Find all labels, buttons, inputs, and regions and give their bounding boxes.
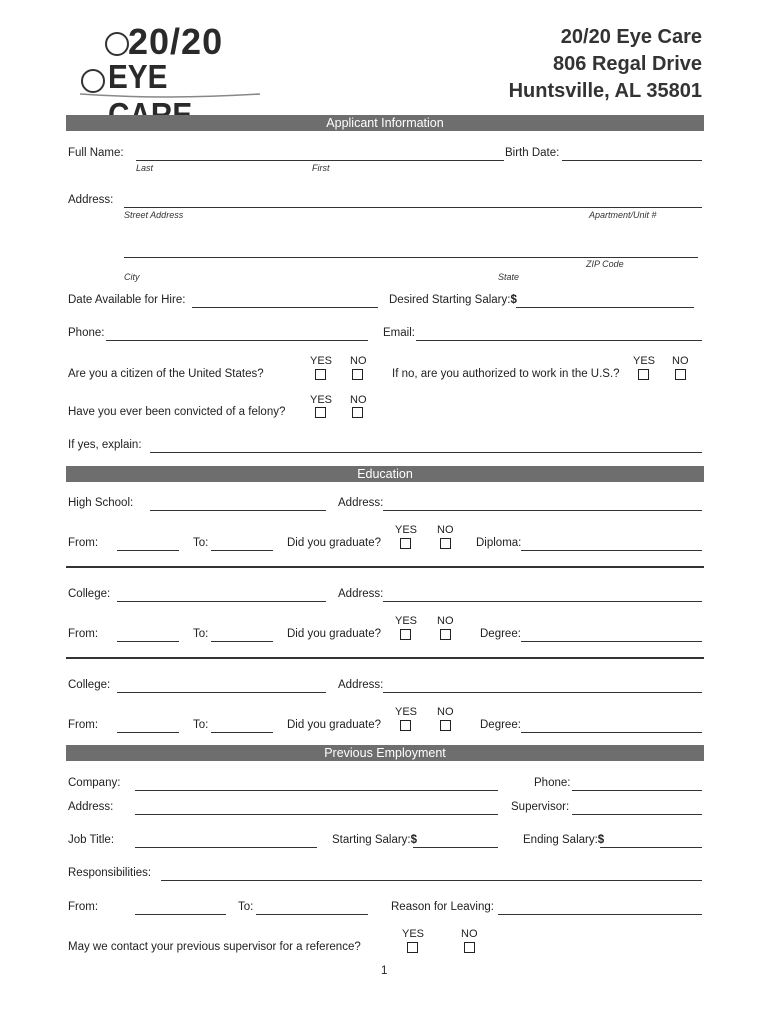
authorized-no-checkbox[interactable] — [675, 369, 686, 380]
contact-supervisor-question: May we contact your previous supervisor for a reference? — [68, 941, 361, 953]
college-2-address-label: Address: — [338, 679, 384, 691]
felony-no-checkbox[interactable] — [352, 407, 363, 418]
starting-salary-field[interactable] — [413, 847, 498, 848]
college-2-graduate-no-checkbox[interactable] — [440, 720, 451, 731]
section-header-education: Education — [66, 466, 704, 482]
college-1-graduate-question: Did you graduate? — [287, 628, 381, 640]
college-1-address-field[interactable] — [383, 601, 702, 602]
college-1-graduate-yes-checkbox[interactable] — [400, 629, 411, 640]
address-label: Address: — [68, 194, 114, 206]
college-1-from-field[interactable] — [117, 641, 179, 642]
college-label: College: — [68, 679, 111, 691]
ending-salary-field[interactable] — [600, 847, 702, 848]
full-name-label: Full Name: — [68, 147, 124, 159]
college-1-to-label: To: — [193, 628, 209, 640]
supervisor-label: Supervisor: — [511, 801, 570, 813]
street-address-field[interactable] — [124, 207, 702, 208]
section-header-applicant: Applicant Information — [66, 115, 704, 131]
section-header-employment: Previous Employment — [66, 745, 704, 761]
phone-field[interactable] — [106, 340, 368, 341]
responsibilities-label: Responsibilities: — [68, 867, 152, 879]
first-name-hint: First — [312, 163, 330, 173]
yes-label: YES — [395, 706, 418, 718]
no-label: NO — [350, 394, 367, 406]
no-label: NO — [437, 615, 454, 627]
college-1-degree-field[interactable] — [521, 641, 702, 642]
yes-label: YES — [310, 394, 333, 406]
company-field[interactable] — [135, 790, 498, 791]
college-1-field[interactable] — [117, 601, 326, 602]
yes-label: YES — [633, 355, 656, 367]
college-2-to-label: To: — [193, 719, 209, 731]
last-name-hint: Last — [136, 163, 154, 173]
hs-from-field[interactable] — [117, 550, 179, 551]
citizen-question: Are you a citizen of the United States? — [68, 368, 264, 380]
ending-salary-label: Ending Salary:$ — [523, 834, 605, 846]
company-street: 806 Regal Drive — [553, 53, 702, 75]
city-hint: City — [124, 272, 140, 282]
no-label: NO — [437, 706, 454, 718]
college-2-address-field[interactable] — [383, 692, 702, 693]
citizen-yes-checkbox[interactable] — [315, 369, 326, 380]
explain-field[interactable] — [150, 452, 702, 453]
phone-label: Phone: — [68, 327, 105, 339]
college-2-degree-label: Degree: — [480, 719, 521, 731]
job-title-label: Job Title: — [68, 834, 115, 846]
company-address — [509, 24, 702, 105]
college-1-address-label: Address: — [338, 588, 384, 600]
high-school-address-label: Address: — [338, 497, 384, 509]
hs-graduate-question: Did you graduate? — [287, 537, 381, 549]
employer-address-label: Address: — [68, 801, 114, 813]
desired-salary-label: Desired Starting Salary:$ — [389, 294, 517, 306]
yes-label: YES — [402, 928, 425, 940]
hs-graduate-yes-checkbox[interactable] — [400, 538, 411, 549]
supervisor-field[interactable] — [572, 814, 702, 815]
company-city: Huntsville, AL 35801 — [508, 80, 702, 102]
high-school-label: High School: — [68, 497, 134, 509]
job-title-field[interactable] — [135, 847, 317, 848]
employer-phone-field[interactable] — [572, 790, 702, 791]
contact-yes-checkbox[interactable] — [407, 942, 418, 953]
hs-graduate-no-checkbox[interactable] — [440, 538, 451, 549]
date-available-field[interactable] — [192, 307, 378, 308]
employment-from-label: From: — [68, 901, 99, 913]
college-2-field[interactable] — [117, 692, 326, 693]
diploma-field[interactable] — [521, 550, 702, 551]
college-1-degree-label: Degree: — [480, 628, 521, 640]
email-label: Email: — [383, 327, 415, 339]
high-school-field[interactable] — [150, 510, 326, 511]
hs-to-field[interactable] — [211, 550, 273, 551]
no-label: NO — [672, 355, 689, 367]
citizen-no-checkbox[interactable] — [352, 369, 363, 380]
college-2-from-label: From: — [68, 719, 99, 731]
logo-line-2: EYE — [108, 58, 168, 95]
college-label: College: — [68, 588, 111, 600]
college-1-from-label: From: — [68, 628, 99, 640]
yes-label: YES — [395, 615, 418, 627]
birth-date-label: Birth Date: — [505, 147, 560, 159]
no-label: NO — [437, 524, 454, 536]
company-label: Company: — [68, 777, 121, 789]
authorized-question: If no, are you authorized to work in the U.S.? — [392, 368, 620, 380]
company-logo — [70, 22, 270, 102]
authorized-yes-checkbox[interactable] — [638, 369, 649, 380]
college-2-to-field[interactable] — [211, 732, 273, 733]
employment-to-field[interactable] — [256, 914, 368, 915]
divider — [66, 657, 704, 659]
no-label: NO — [461, 928, 478, 940]
felony-question: Have you ever been convicted of a felony? — [68, 406, 286, 418]
college-2-degree-field[interactable] — [521, 732, 702, 733]
college-2-graduate-question: Did you graduate? — [287, 719, 381, 731]
street-address-hint: Street Address — [124, 210, 184, 220]
college-2-from-field[interactable] — [117, 732, 179, 733]
yes-label: YES — [310, 355, 333, 367]
starting-salary-label: Starting Salary:$ — [332, 834, 418, 846]
hs-to-label: To: — [193, 537, 209, 549]
diploma-label: Diploma: — [476, 537, 522, 549]
employment-from-field[interactable] — [135, 914, 226, 915]
date-available-label: Date Available for Hire: — [68, 294, 186, 306]
employer-phone-label: Phone: — [534, 777, 571, 789]
reason-for-leaving-label: Reason for Leaving: — [391, 901, 494, 913]
high-school-address-field[interactable] — [383, 510, 702, 511]
yes-label: YES — [395, 524, 418, 536]
felony-yes-checkbox[interactable] — [315, 407, 326, 418]
desired-salary-field[interactable] — [516, 307, 694, 308]
email-field[interactable] — [416, 340, 702, 341]
logo-line-1: 20/20 — [128, 21, 224, 62]
hs-from-label: From: — [68, 537, 99, 549]
college-1-graduate-no-checkbox[interactable] — [440, 629, 451, 640]
college-1-to-field[interactable] — [211, 641, 273, 642]
page-number: 1 — [381, 965, 388, 977]
state-hint: State — [498, 272, 520, 282]
reason-for-leaving-field[interactable] — [498, 914, 702, 915]
company-name: 20/20 Eye Care — [560, 26, 702, 48]
responsibilities-field[interactable] — [161, 880, 702, 881]
city-state-zip-field[interactable] — [124, 257, 698, 258]
explain-label: If yes, explain: — [68, 439, 142, 451]
full-name-field[interactable] — [136, 160, 504, 161]
employment-to-label: To: — [238, 901, 254, 913]
zip-hint: ZIP Code — [586, 259, 624, 269]
employer-address-field[interactable] — [135, 814, 498, 815]
contact-no-checkbox[interactable] — [464, 942, 475, 953]
birth-date-field[interactable] — [562, 160, 702, 161]
no-label: NO — [350, 355, 367, 367]
college-2-graduate-yes-checkbox[interactable] — [400, 720, 411, 731]
divider — [66, 566, 704, 568]
apartment-hint: Apartment/Unit # — [589, 210, 657, 220]
